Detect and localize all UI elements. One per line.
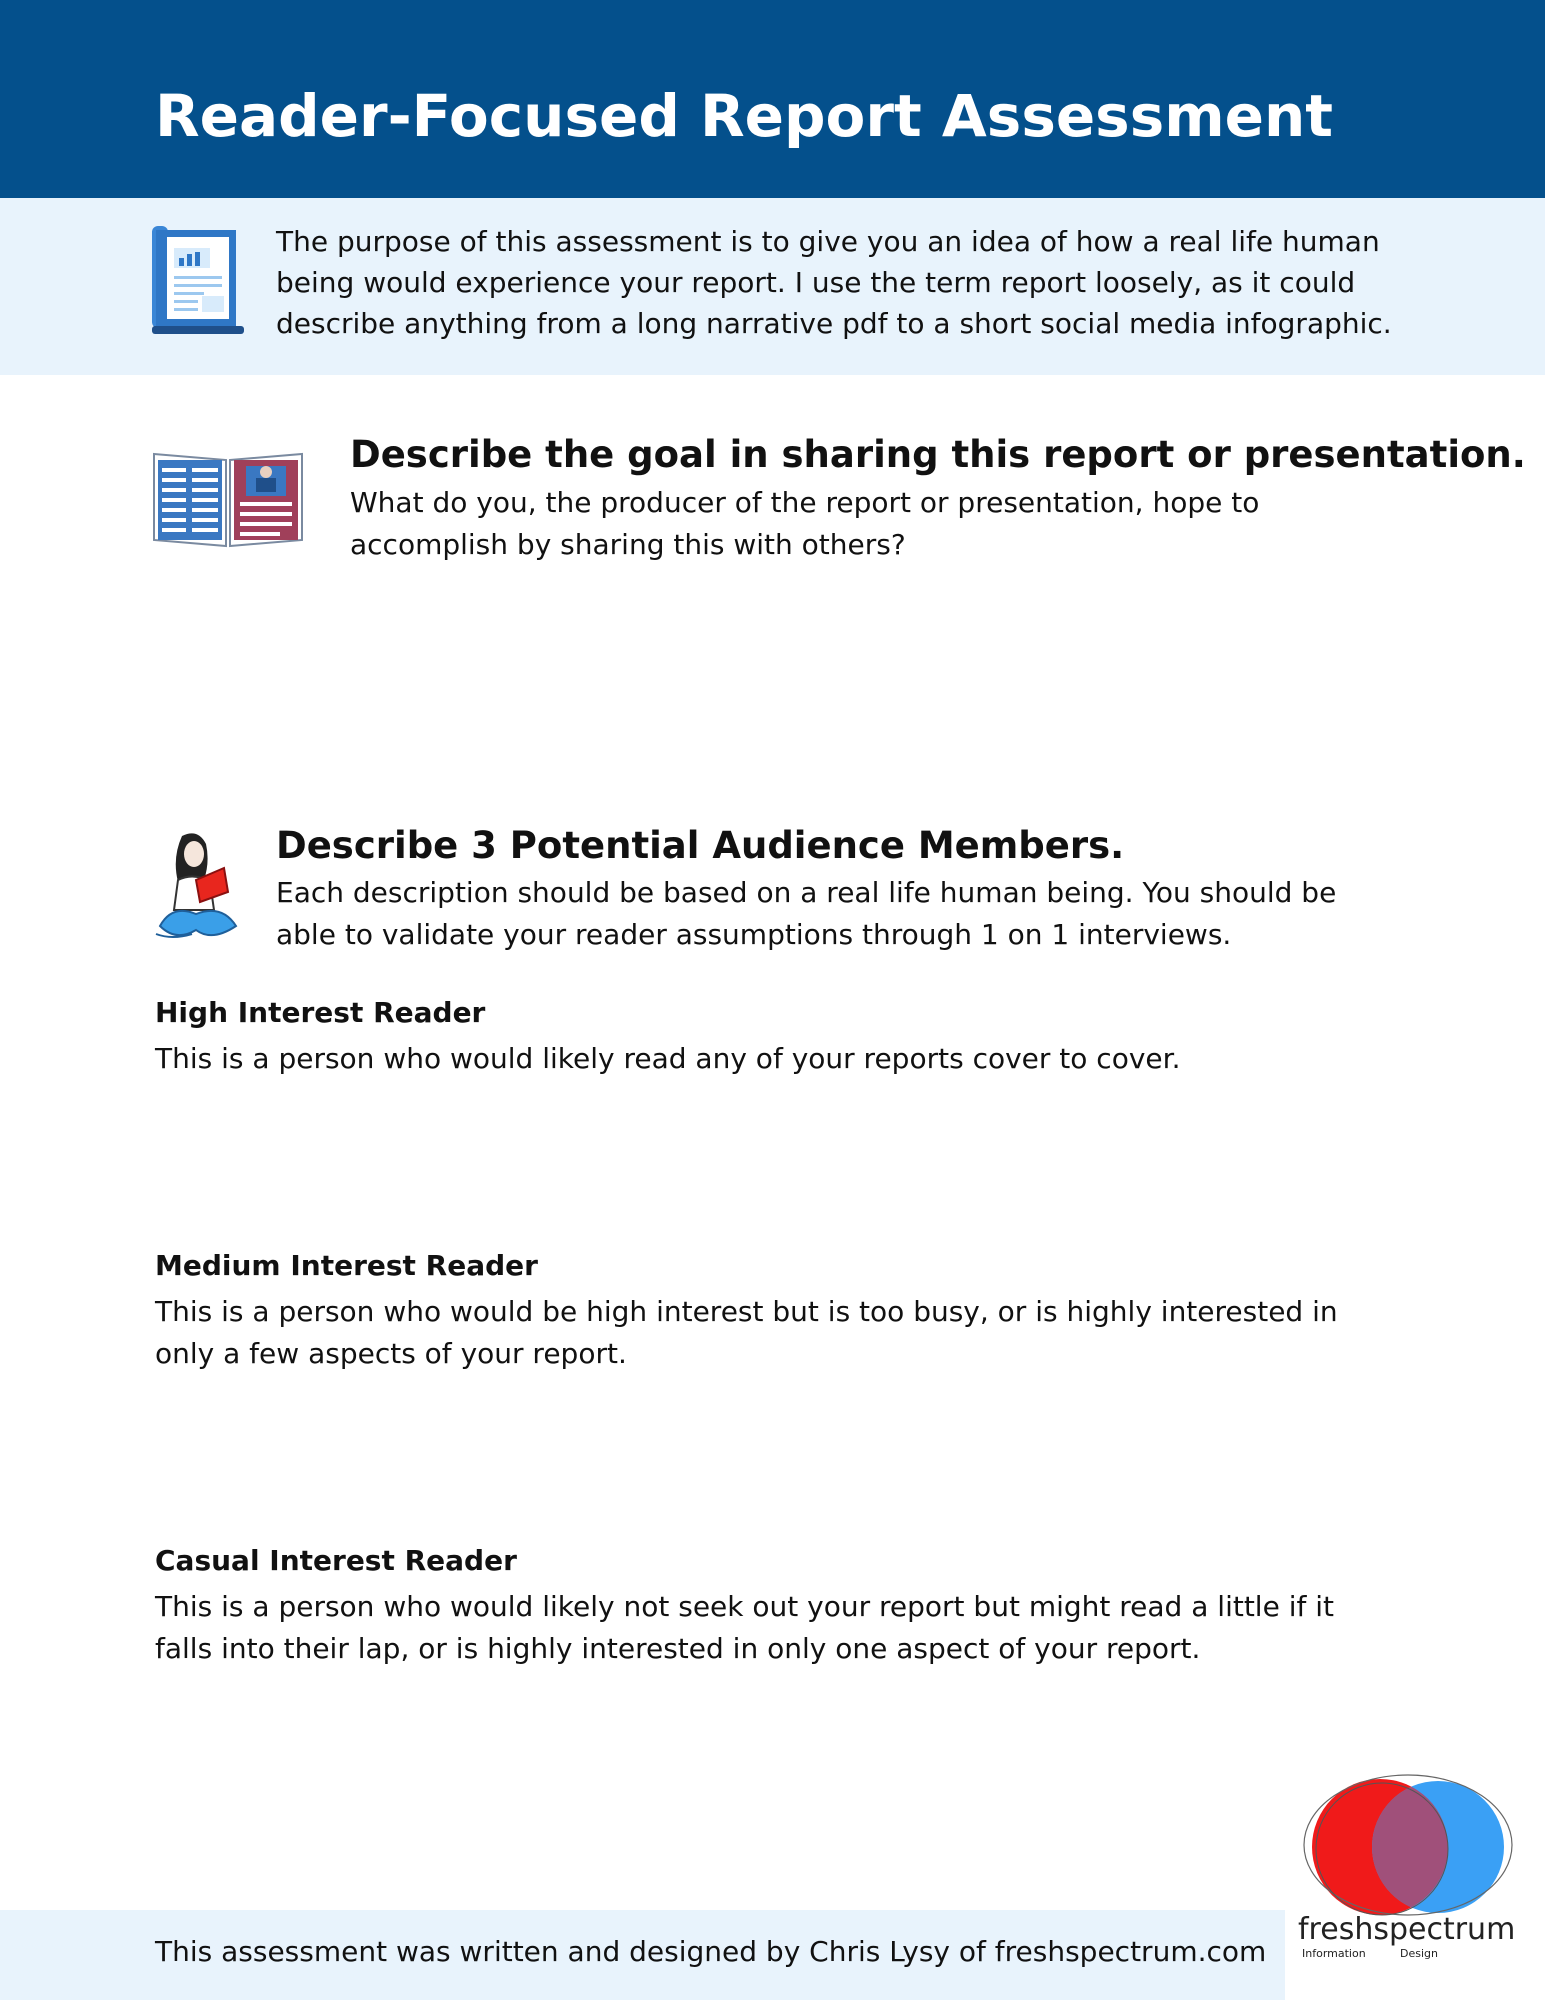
reader-line: This is a person who would be high interest but is too busy, or is highly interested in xyxy=(155,1295,1338,1328)
audience-line: able to validate your reader assumptions through 1 on 1 interviews. xyxy=(276,918,1232,951)
medium-interest-title: Medium Interest Reader xyxy=(155,1249,538,1282)
freshspectrum-logo xyxy=(1290,1765,1525,1965)
intro-line: The purpose of this assessment is to give you an idea of how a real life human xyxy=(276,225,1380,258)
open-magazine-icon xyxy=(152,446,304,550)
audience-line: Each description should be based on a real life human being. You should be xyxy=(276,876,1337,909)
reader-line: only a few aspects of your report. xyxy=(155,1337,627,1370)
high-interest-text xyxy=(155,1038,1415,1080)
reader-line: This is a person who would likely not seek out your report but might read a little if it xyxy=(155,1590,1335,1623)
goal-section-text xyxy=(350,482,1410,566)
intro-text xyxy=(276,221,1416,344)
audience-section-title: Describe 3 Potential Audience Members. xyxy=(276,824,1125,867)
footer-credit: This assessment was written and designed by Chris Lysy of freshspectrum.com xyxy=(155,1935,1267,1968)
audience-section-text xyxy=(276,872,1416,956)
medium-interest-text xyxy=(155,1291,1415,1375)
goal-section-title: Describe the goal in sharing this report or presentation. xyxy=(350,433,1526,476)
intro-line: describe anything from a long narrative pdf to a short social media infographic. xyxy=(276,307,1392,340)
casual-interest-text xyxy=(155,1586,1415,1670)
high-interest-title: High Interest Reader xyxy=(155,996,486,1029)
reader-line: This is a person who would likely read any of your reports cover to cover. xyxy=(155,1042,1181,1075)
logo-wordmark: freshspectrum xyxy=(1298,1912,1516,1947)
page-title: Reader-Focused Report Assessment xyxy=(155,82,1334,150)
goal-line: accomplish by sharing this with others? xyxy=(350,528,906,561)
report-document-icon xyxy=(152,222,244,336)
goal-line: What do you, the producer of the report or presentation, hope to xyxy=(350,486,1260,519)
logo-tagline-right: Design xyxy=(1400,1947,1438,1960)
logo-tagline-left: Information xyxy=(1302,1947,1366,1960)
casual-interest-title: Casual Interest Reader xyxy=(155,1544,517,1577)
reader-line: falls into their lap, or is highly interested in only one aspect of your report. xyxy=(155,1632,1201,1665)
person-reading-icon xyxy=(152,830,242,942)
intro-line: being would experience your report. I use the term report loosely, as it could xyxy=(276,266,1356,299)
